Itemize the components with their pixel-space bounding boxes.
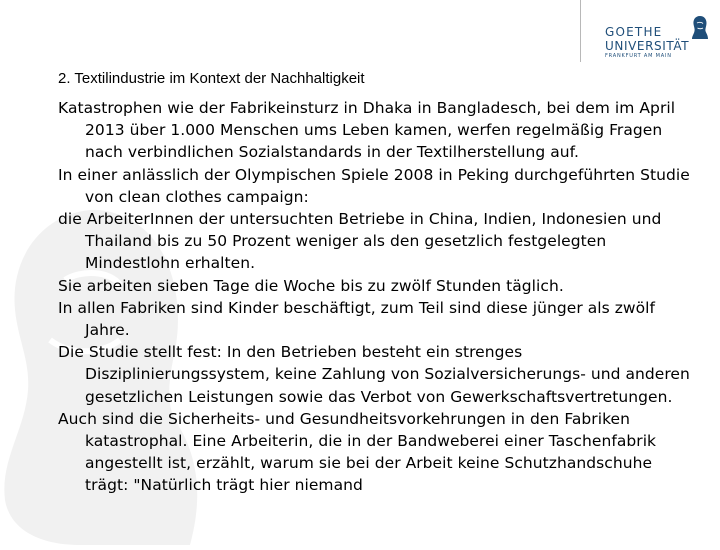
logo-line-frankfurt: FRANKFURT AM MAIN [605, 53, 672, 59]
logo-line-universitaet: UNIVERSITÄT [605, 39, 690, 53]
goethe-universitaet-logo [605, 14, 717, 66]
section-subtitle: 2. Textilindustrie im Kontext der Nachhaltigkeit [58, 70, 365, 87]
paragraph: Die Studie stellt fest: In den Betrieben besteht ein strenges Disziplinierungssystem, keine Zahlung von Sozialversicherungs- und anderen gesetzlichen Leistungen sowie das Verbot von Gewerkschaftsvertretungen. [58, 343, 690, 406]
paragraph: Sie arbeiten sieben Tage die Woche bis zu zwölf Stunden täglich. [58, 276, 564, 295]
body-text [58, 97, 690, 497]
header-divider [580, 0, 581, 62]
paragraph: In allen Fabriken sind Kinder beschäftigt, zum Teil sind diese jünger als zwölf Jahre. [58, 298, 656, 340]
paragraph: Katastrophen wie der Fabrikeinsturz in Dhaka in Bangladesch, bei dem im April 2013 über 1.000 Menschen ums Leben kamen, werfen regelmäßig Fragen nach verbindlichen Sozialstandards in der Textilherstellung auf. [58, 99, 676, 162]
paragraph: die ArbeiterInnen der untersuchten Betriebe in China, Indien, Indonesien und Thailand bis zu 50 Prozent weniger als den gesetzlich festgelegten Mindestlohn erhalten. [58, 210, 662, 273]
paragraph: In einer anlässlich der Olympischen Spiele 2008 in Peking durchgeführten Studie von clean clothes campaign: [58, 165, 690, 206]
logo-line-goethe: GOETHE [605, 25, 663, 39]
paragraph: Auch sind die Sicherheits- und Gesundheitsvorkehrungen in den Fabriken katastrophal. Eine Arbeiterin, die in der Bandweberei einer Taschenfabrik angestellt ist, erzählt, warum sie bei der Arbeit keine Schutzhandschuhe trägt: "Natürlich trägt hier niemand [58, 409, 657, 495]
logo-text [605, 14, 695, 60]
goethe-portrait-icon [689, 14, 711, 40]
